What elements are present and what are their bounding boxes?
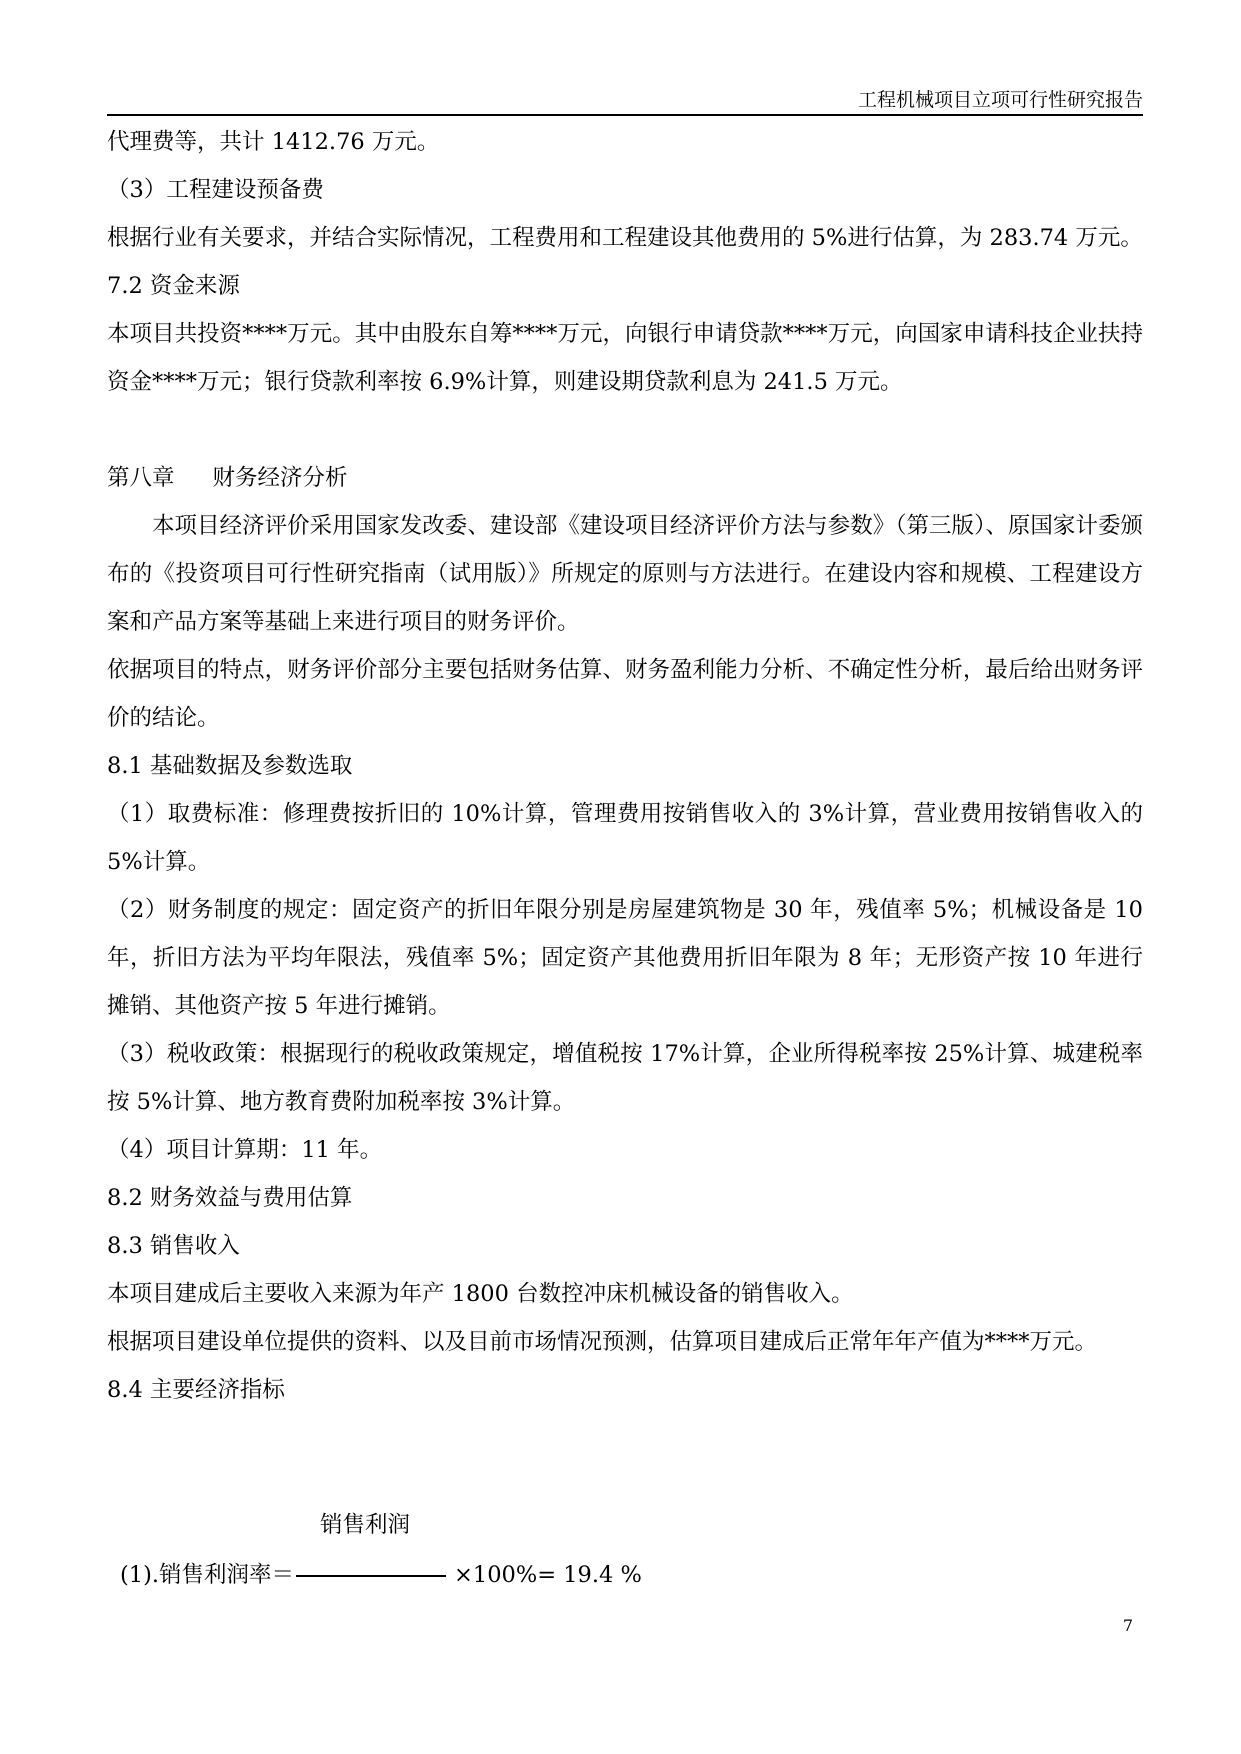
section-heading: 7.2 资金来源 — [107, 273, 240, 299]
formula-numerator: 销售利润 — [320, 1512, 411, 1538]
chapter-number: 第八章 — [107, 465, 175, 491]
page-body — [107, 118, 1143, 1414]
paragraph: 本项目共投资****万元。其中由股东自筹****万元，向银行申请贷款****万元，向国家申请科技企业扶持资金****万元；银行贷款利率按 6.9%计算，则建设期贷款利息为 241.5 万元。 — [107, 321, 1143, 395]
running-header: 工程机械项目立项可行性研究报告 — [857, 89, 1143, 111]
paragraph: 代理费等，共计 1412.76 万元。 — [107, 129, 440, 155]
section-heading: 8.4 主要经济指标 — [107, 1377, 285, 1403]
paragraph: 本项目建成后主要收入来源为年产 1800 台数控冲床机械设备的销售收入。 — [107, 1281, 854, 1307]
section-heading: 8.2 财务效益与费用估算 — [107, 1185, 353, 1211]
section-heading: 8.1 基础数据及参数选取 — [107, 753, 353, 779]
header-rule — [107, 114, 1143, 116]
paragraph: （2）财务制度的规定：固定资产的折旧年限分别是房屋建筑物是 30 年，残值率 5%；机械设备是 10 年，折旧方法为平均年限法，残值率 5%；固定资产其他费用折旧年限为 8 年；无形资产按 10 年进行摊销、其他资产按 5 年进行摊销。 — [107, 897, 1143, 1019]
paragraph: （3）工程建设预备费 — [107, 177, 324, 203]
chapter-title — [107, 454, 1143, 502]
section-heading: 8.3 销售收入 — [107, 1233, 240, 1259]
chapter-name: 财务经济分析 — [212, 465, 348, 491]
formula-expression — [120, 1558, 642, 1592]
paragraph: （1）取费标准：修理费按折旧的 10%计算，管理费用按销售收入的 3%计算，营业费用按销售收入的 5%计算。 — [107, 801, 1143, 875]
page-number: 7 — [1122, 1616, 1133, 1635]
paragraph: 依据项目的特点，财务评价部分主要包括财务估算、财务盈利能力分析、不确定性分析，最后给出财务评价的结论。 — [107, 657, 1143, 731]
paragraph: 本项目经济评价采用国家发改委、建设部《建设项目经济评价方法与参数》（第三版）、原国家计委颁布的《投资项目可行性研究指南（试用版）》所规定的原则与方法进行。在建设内容和规模、工程建设方案和产品方案等基础上来进行项目的财务评价。 — [107, 513, 1143, 635]
paragraph: 根据项目建设单位提供的资料、以及目前市场情况预测，估算项目建成后正常年年产值为****万元。 — [107, 1329, 1098, 1355]
formula-rhs: ×100%= 19.4 % — [454, 1562, 642, 1588]
spacer — [107, 406, 1143, 454]
fraction-bar — [296, 1575, 446, 1577]
paragraph: 根据行业有关要求，并结合实际情况，工程费用和工程建设其他费用的 5%进行估算，为 283.74 万元。 — [107, 225, 1143, 251]
paragraph: （4）项目计算期：11 年。 — [107, 1137, 383, 1163]
formula-lhs: (1).销售利润率＝ — [120, 1562, 295, 1588]
paragraph: （3）税收政策：根据现行的税收政策规定，增值税按 17%计算，企业所得税率按 25%计算、城建税率按 5%计算、地方教育费附加税率按 3%计算。 — [107, 1041, 1143, 1115]
